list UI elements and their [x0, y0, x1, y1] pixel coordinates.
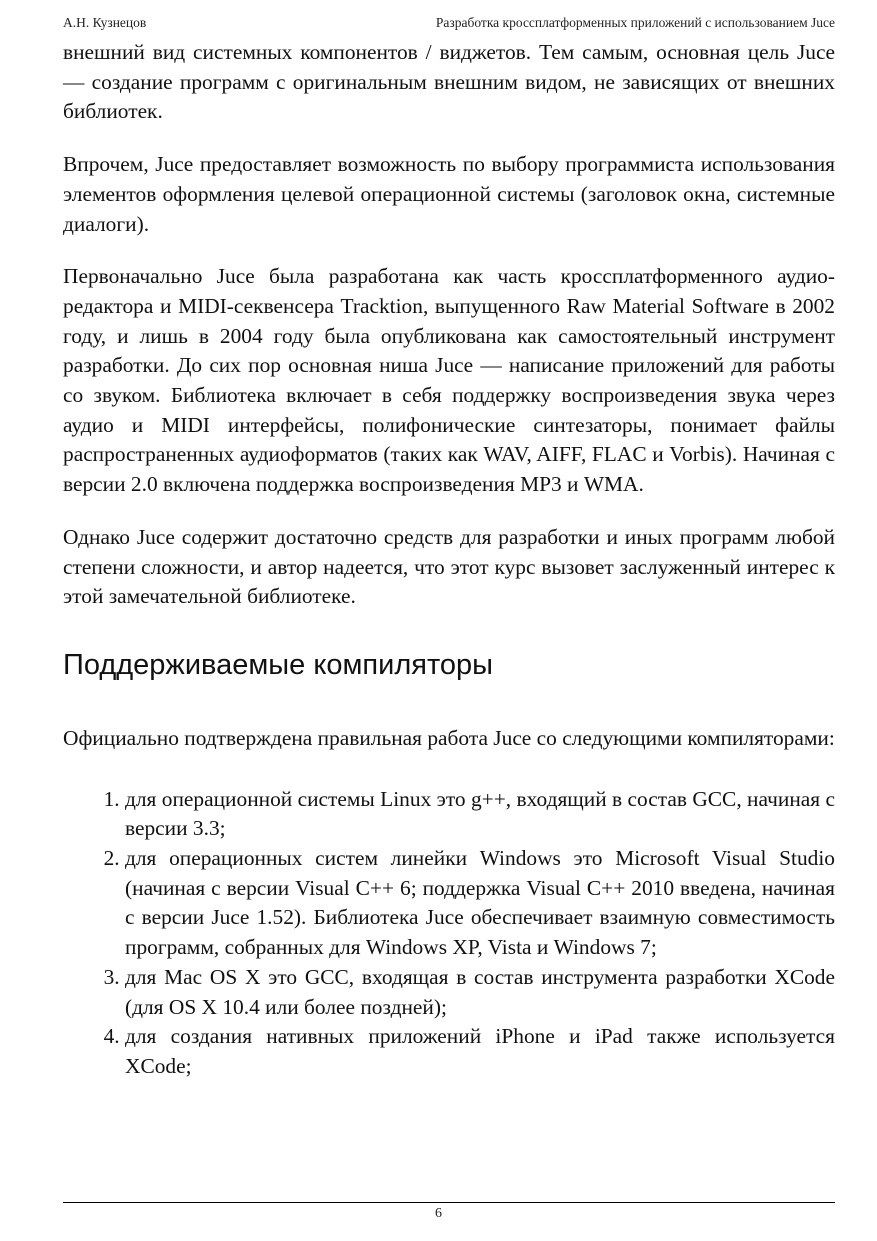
footer-divider — [63, 1202, 835, 1203]
page-body — [63, 38, 835, 1082]
header-author: А.Н. Кузнецов — [63, 15, 147, 30]
compiler-list — [63, 785, 835, 1082]
page-number: 6 — [435, 1206, 442, 1221]
section-intro: Официально подтверждена правильная работа Juce со следующими компиляторами: — [63, 725, 835, 750]
list-item: 3. для Mac OS X это GCC, входящая в состав инструмента разработки XCode (для OS X 10.4 или более поздней); — [125, 963, 835, 1022]
section-heading: Поддерживаемые компиляторы — [63, 648, 494, 681]
paragraph: Впрочем, Juce предоставляет возможность по выбору программиста использования элементов оформления целевой операционной системы (заголовок окна, системные диалоги). — [63, 152, 835, 236]
paragraph: Первоначально Juce была разработана как часть кроссплатформенного аудио-редактора и MIDI-секвенсера Tracktion, выпущенного Raw Material Software в 2002 году, и лишь в 2004 году была опубликована как самостоятельный инструмент разработки. До сих пор основная ниша Juce — написание приложений для работы со звуком. Библиотека включает в себя поддержку воспроизведения звука через аудио и MIDI интерфейсы, полифонические синтезаторы, понимает файлы распространенных аудиоформатов (таких как WAV, AIFF, FLAC и Vorbis). Начиная с версии 2.0 включена поддержка воспроизведения MP3 и WMA. — [63, 264, 835, 497]
paragraph: Однако Juce содержит достаточно средств для разработки и иных программ любой степени сложности, и автор надеется, что этот курс вызовет заслуженный интерес к этой замечательной библиотеке. — [63, 524, 835, 609]
header-title: Разработка кроссплатформенных приложений с использованием Juce — [435, 15, 835, 30]
paragraph: внешний вид системных компонентов / виджетов. Тем самым, основная цель Juce — создание программ с оригинальным внешним видом, не зависящих от внешних библиотек. — [63, 40, 835, 124]
list-item: 1. для операционной системы Linux это g++, входящий в состав GCC, начиная с версии 3.3; — [125, 785, 835, 844]
list-item: 4. для создания нативных приложений iPhone и iPad также используется XCode; — [125, 1022, 835, 1081]
list-item: 2. для операционных систем линейки Windows это Microsoft Visual Studio (начиная с версии Visual C++ 6; поддержка Visual C++ 2010 введена, начиная с версии Juce 1.52). Библиотека Juce обеспечивает взаимную совместимость программ, собранных для Windows XP, Vista и Windows 7; — [125, 844, 835, 963]
